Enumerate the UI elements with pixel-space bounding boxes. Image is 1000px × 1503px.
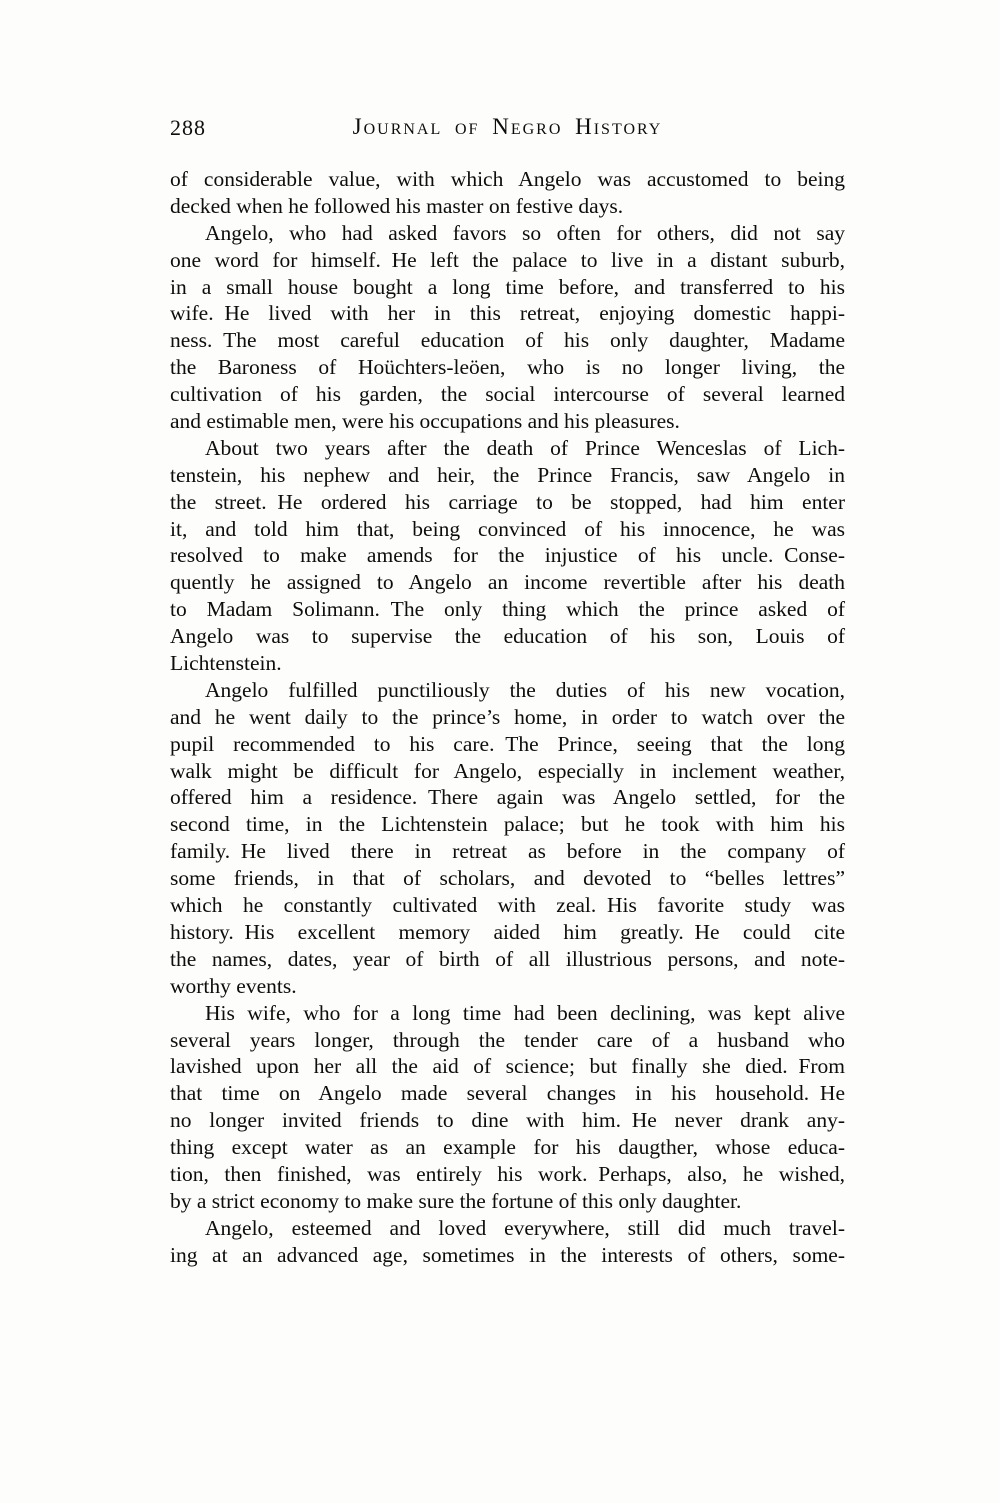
text-line: Lichtenstein.	[170, 651, 282, 676]
text-line: walk might be difficult for Angelo, especially in inclement weather,	[170, 758, 845, 783]
text-line: decked when he followed his master on festive days.	[170, 193, 624, 218]
text-line: About two years after the death of Prince Wenceslas of Lich-	[205, 435, 845, 460]
text-line: one word for himself. He left the palace to live in a distant suburb,	[170, 247, 845, 272]
text-line: and he went daily to the prince’s home, in order to watch over the	[170, 704, 845, 729]
text-line: in a small house bought a long time before, and transferred to his	[170, 274, 845, 299]
text-line: ness. The most careful education of his only daughter, Madame	[170, 328, 845, 353]
text-line: cultivation of his garden, the social intercourse of several learned	[170, 382, 845, 407]
text-line: the Baroness of Hoüchters-leöen, who is no longer living, the	[170, 355, 845, 380]
text-line: which he constantly cultivated with zeal. His favorite study was	[170, 893, 845, 918]
text-line: family. He lived there in retreat as before in the company of	[170, 839, 845, 864]
text-line: history. His excellent memory aided him greatly. He could cite	[170, 919, 845, 944]
text-line: the street. He ordered his carriage to be stopped, had him enter	[170, 489, 845, 514]
text-line: Angelo, esteemed and loved everywhere, still did much travel-	[205, 1215, 845, 1240]
text-line: and estimable men, were his occupations and his pleasures.	[170, 409, 680, 434]
text-block	[170, 114, 845, 1269]
page-number: 288	[170, 115, 206, 140]
text-line: His wife, who for a long time had been declining, was kept alive	[205, 1000, 845, 1025]
text-line: quently he assigned to Angelo an income revertible after his death	[170, 570, 845, 595]
text-line: to Madam Solimann. The only thing which the prince asked of	[170, 597, 845, 622]
text-line: some friends, in that of scholars, and devoted to “belles lettres”	[170, 866, 845, 891]
text-line: wife. He lived with her in this retreat, enjoying domestic happi-	[170, 301, 845, 326]
text-line: no longer invited friends to dine with him. He never drank any-	[170, 1108, 845, 1133]
text-line: ing at an advanced age, sometimes in the interests of others, some-	[170, 1242, 845, 1267]
text-line: tenstein, his nephew and heir, the Prince Francis, saw Angelo in	[170, 462, 845, 487]
text-line: tion, then finished, was entirely his work. Perhaps, also, he wished,	[170, 1161, 845, 1186]
text-line: by a strict economy to make sure the fortune of this only daughter.	[170, 1188, 742, 1213]
text-line: Angelo was to supervise the education of his son, Louis of	[170, 624, 845, 649]
text-line: of considerable value, with which Angelo was accustomed to being	[170, 167, 845, 191]
text-line: several years longer, through the tender care of a husband who	[170, 1027, 845, 1052]
journal-title: Journal of Negro History	[352, 114, 663, 139]
text-line: that time on Angelo made several changes in his household. He	[170, 1081, 845, 1106]
text-line: the names, dates, year of birth of all illustrious persons, and note-	[170, 946, 845, 971]
text-line: second time, in the Lichtenstein palace; but he took with him his	[170, 812, 845, 837]
text-line: lavished upon her all the aid of science; but finally she died. From	[170, 1054, 845, 1079]
text-line: worthy events.	[170, 973, 297, 998]
text-line: resolved to make amends for the injustice of his uncle. Conse-	[170, 543, 845, 568]
text-line: Angelo, who had asked favors so often for others, did not say	[205, 220, 845, 245]
text-line: Angelo fulfilled punctiliously the duties of his new vocation,	[205, 677, 845, 702]
running-header	[170, 114, 845, 144]
page-body	[170, 166, 845, 1269]
text-line: pupil recommended to his care. The Prince, seeing that the long	[170, 731, 845, 756]
text-line: it, and told him that, being convinced of his innocence, he was	[170, 516, 845, 541]
text-line: thing except water as an example for his daugther, whose educa-	[170, 1135, 845, 1160]
text-line: offered him a residence. There again was Angelo settled, for the	[170, 785, 845, 810]
